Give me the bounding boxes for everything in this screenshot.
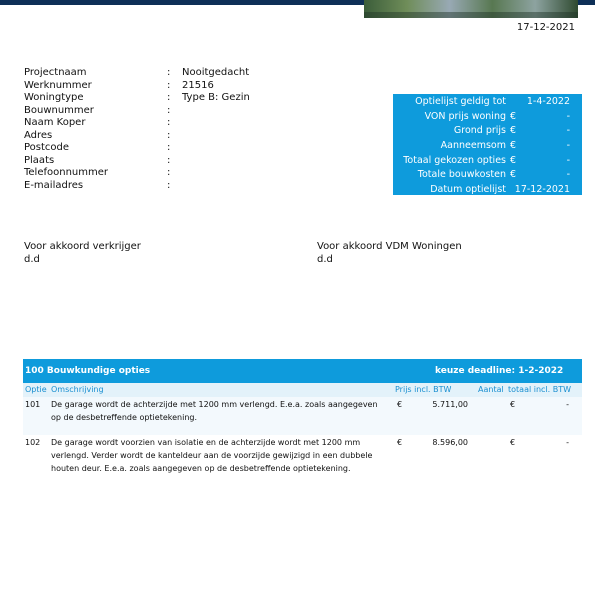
column-headers	[23, 383, 582, 397]
price-summary-box	[393, 94, 582, 195]
column-header-quantity: Aantal	[478, 385, 504, 394]
summary-label: Totale bouwkosten	[417, 169, 506, 181]
signature-developer-title: Voor akkoord VDM Woningen	[317, 241, 462, 252]
info-label: Plaats	[24, 154, 55, 166]
info-value: Nooitgedacht	[182, 67, 250, 78]
info-value: Type B: Gezin	[182, 92, 250, 103]
info-colon: :	[167, 79, 171, 91]
summary-row	[393, 95, 582, 110]
option-price: 5.711,00	[432, 400, 468, 409]
column-header-price: Prijs incl. BTW	[395, 385, 452, 394]
info-colon: :	[167, 142, 171, 153]
info-value: 21516	[182, 79, 214, 91]
summary-label: Optielijst geldig tot	[415, 96, 506, 107]
info-label: Naam Koper	[24, 117, 86, 128]
option-price: 8.596,00	[432, 438, 468, 447]
summary-value: -	[566, 140, 570, 152]
column-header-description: Omschrijving	[51, 385, 104, 394]
signature-developer	[317, 240, 462, 266]
info-colon: :	[167, 167, 171, 178]
price-currency: €	[397, 438, 403, 447]
info-label: Werknummer	[24, 79, 92, 91]
summary-value: -	[566, 169, 570, 181]
option-total: -	[566, 400, 569, 409]
summary-row	[393, 183, 582, 198]
signature-developer-date: d.d	[317, 254, 333, 265]
summary-value: 1-4-2022	[526, 96, 570, 107]
info-colon: :	[167, 104, 171, 116]
summary-row	[393, 139, 582, 154]
signature-buyer	[24, 240, 141, 266]
option-description: De garage wordt de achterzijde met 1200 mm verlengd. E.e.a. zoals aangegeven op de desbetreffende optietekening.	[51, 400, 378, 422]
info-colon: :	[167, 92, 171, 103]
table-row	[23, 435, 582, 475]
summary-row	[393, 154, 582, 169]
signature-buyer-date: d.d	[24, 254, 40, 265]
summary-value: -	[566, 154, 570, 166]
summary-currency: €	[510, 154, 517, 166]
price-currency: €	[397, 400, 403, 409]
info-colon: :	[167, 154, 171, 166]
option-number: 101	[25, 400, 41, 409]
info-colon: :	[167, 179, 171, 191]
info-label: Postcode	[24, 142, 70, 153]
info-label: Projectnaam	[24, 67, 87, 78]
summary-value: -	[566, 125, 570, 137]
total-currency: €	[510, 438, 516, 447]
info-label: Woningtype	[24, 92, 84, 103]
table-row	[23, 397, 582, 435]
summary-label: VON prijs woning	[424, 110, 506, 122]
summary-label: Aanneemsom	[440, 140, 506, 152]
summary-row	[393, 124, 582, 139]
signature-buyer-title: Voor akkoord verkrijger	[24, 241, 141, 252]
summary-currency: €	[510, 169, 517, 181]
summary-row	[393, 110, 582, 125]
total-currency: €	[510, 400, 516, 409]
summary-label: Datum optielijst	[430, 184, 506, 196]
info-colon: :	[167, 117, 171, 128]
summary-currency: €	[510, 140, 517, 152]
summary-label: Totaal gekozen opties	[403, 154, 506, 166]
option-description: De garage wordt voorzien van isolatie en de achterzijde wordt met 1200 mm verlengd. Verder wordt de kanteldeur aan de voorzijde gewijzigd in een dubbele houten deur. E.e.a. zoals aangegeven op de desbetreffende optietekening.	[51, 438, 373, 473]
summary-row	[393, 168, 582, 183]
summary-label: Grond prijs	[453, 125, 506, 137]
info-label: Adres	[24, 129, 53, 141]
summary-currency: €	[510, 110, 517, 122]
option-total: -	[566, 438, 569, 447]
options-table	[23, 359, 582, 475]
info-colon: :	[167, 129, 171, 141]
header-photo	[364, 0, 578, 18]
option-number: 102	[25, 438, 41, 447]
info-colon: :	[167, 67, 171, 78]
section-title: 100 Bouwkundige opties	[25, 366, 151, 376]
info-label: Telefoonnummer	[24, 167, 109, 178]
summary-value: -	[566, 110, 570, 122]
section-deadline: keuze deadline: 1-2-2022	[435, 366, 564, 376]
info-label: E-mailadres	[24, 179, 84, 191]
summary-value: 17-12-2021	[514, 184, 570, 196]
info-label: Bouwnummer	[24, 104, 94, 116]
options-section-header	[23, 359, 582, 383]
column-header-option: Optie	[25, 385, 47, 394]
document-date: 17-12-2021	[516, 22, 575, 33]
summary-currency: €	[510, 125, 517, 137]
column-header-total: totaal incl. BTW	[508, 385, 572, 394]
